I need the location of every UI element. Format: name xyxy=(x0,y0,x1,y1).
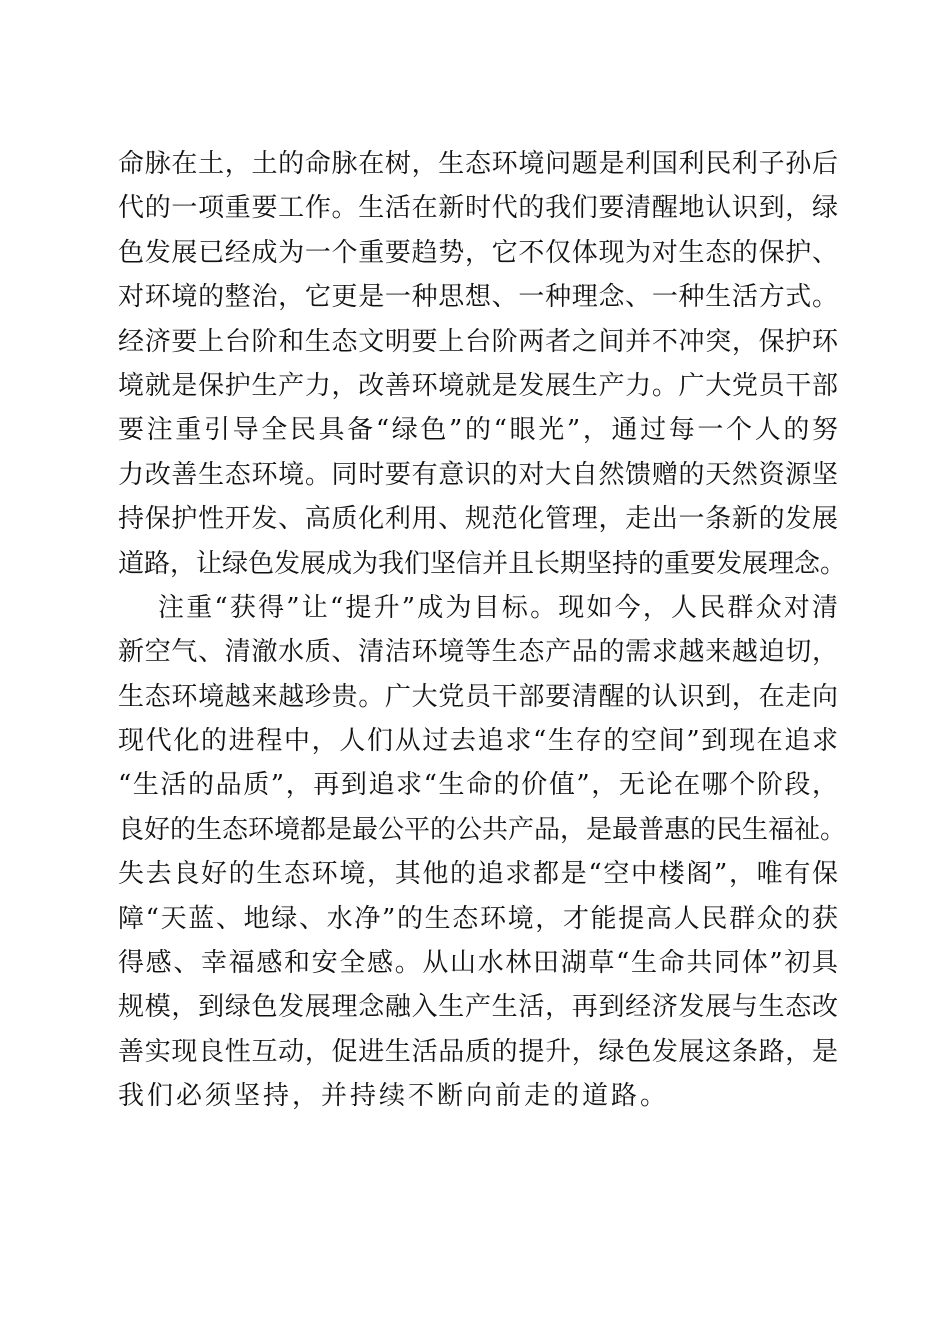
paragraph-line: 失去良好的生态环境，其他的追求都是“空中楼阁”，唯有保 xyxy=(118,859,838,890)
paragraph-line: 善实现良性互动，促进生活品质的提升，绿色发展这条路，是 xyxy=(118,1036,838,1067)
paragraph-line: 境就是保护生产力，改善环境就是发展生产力。广大党员干部 xyxy=(118,370,838,401)
paragraph-line: 色发展已经成为一个重要趋势，它不仅体现为对生态的保护、 xyxy=(118,237,838,268)
paragraph-line: 要注重引导全民具备“绿色”的“眼光”，通过每一个人的努 xyxy=(118,415,838,446)
paragraph-line: 代的一项重要工作。生活在新时代的我们要清醒地认识到，绿 xyxy=(118,193,838,224)
paragraph-line: 对环境的整治，它更是一种思想、一种理念、一种生活方式。 xyxy=(118,282,838,313)
paragraph-line: 力改善生态环境。同时要有意识的对大自然馈赠的天然资源坚 xyxy=(118,459,838,490)
paragraph-line: 新空气、清澈水质、清洁环境等生态产品的需求越来越迫切， xyxy=(118,637,838,668)
paragraph-line: 得感、幸福感和安全感。从山水林田湖草“生命共同体”初具 xyxy=(118,948,838,979)
paragraph-line: 持保护性开发、高质化利用、规范化管理，走出一条新的发展 xyxy=(118,504,838,535)
paragraph-line: 经济要上台阶和生态文明要上台阶两者之间并不冲突，保护环 xyxy=(118,326,838,357)
paragraph-1 xyxy=(118,142,847,586)
paragraph-line: 命脉在土，土的命脉在树，生态环境问题是利国利民利子孙后 xyxy=(118,149,838,179)
paragraph-line: 我们必须坚持，并持续不断向前走的道路。 xyxy=(118,1081,670,1112)
paragraph-line: “生活的品质”，再到追求“生命的价值”，无论在哪个阶段， xyxy=(118,770,838,801)
paragraph-2 xyxy=(118,586,847,1119)
paragraph-line: 现代化的进程中，人们从过去追求“生存的空间”到现在追求 xyxy=(118,726,838,757)
document-body xyxy=(118,142,847,1119)
paragraph-line: 良好的生态环境都是最公平的公共产品，是最普惠的民生福祉。 xyxy=(118,814,847,845)
paragraph-line: 生态环境越来越珍贵。广大党员干部要清醒的认识到，在走向 xyxy=(118,681,838,712)
paragraph-line: 规模，到绿色发展理念融入生产生活，再到经济发展与生态改 xyxy=(118,992,838,1023)
paragraph-line: 障“天蓝、地绿、水净”的生态环境，才能提高人民群众的获 xyxy=(118,903,838,934)
paragraph-line: 道路，让绿色发展成为我们坚信并且长期坚持的重要发展理念。 xyxy=(118,548,847,579)
paragraph-line: 注重“获得”让“提升”成为目标。现如今，人民群众对清 xyxy=(158,592,838,623)
